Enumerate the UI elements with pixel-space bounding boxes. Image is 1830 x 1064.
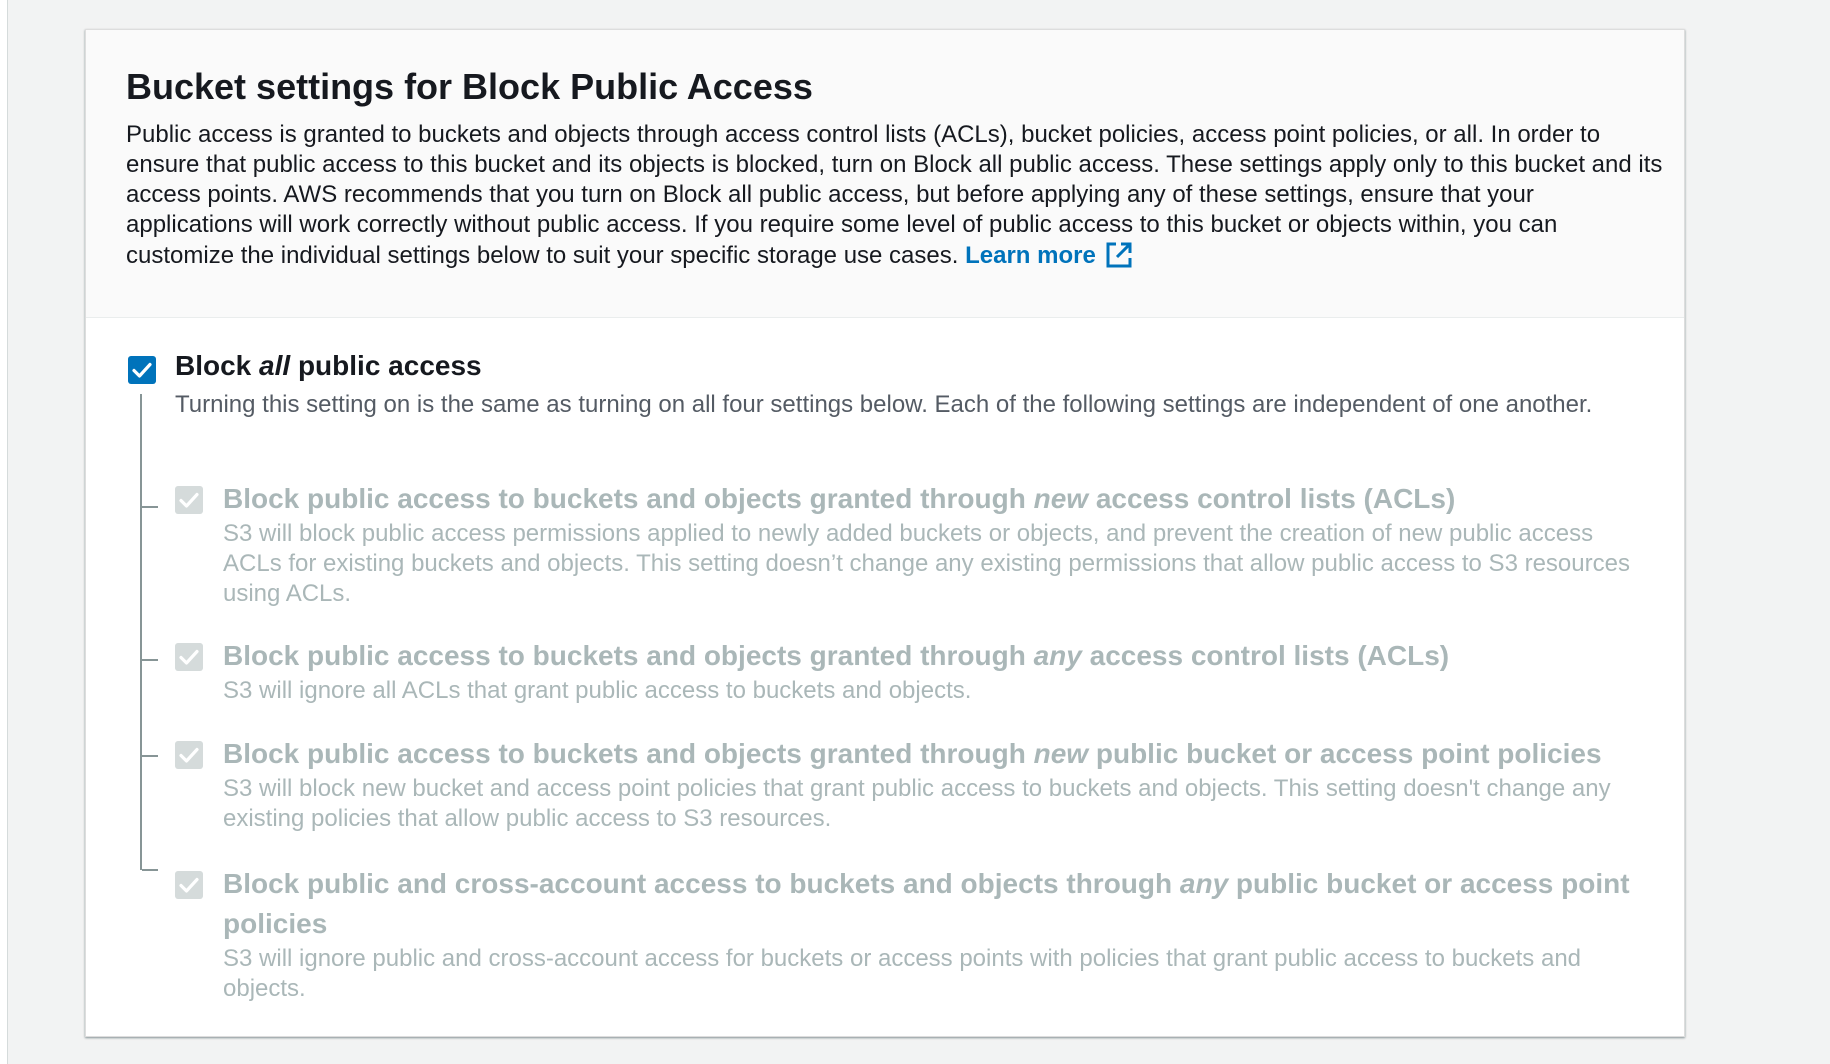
- panel-description-text: Public access is granted to buckets and objects through access control lists (ACLs), bucket policies, access point policies, or all. In order to ensure that public access to this bucket and its objects is blocked, turn on Block all public access. These settings apply only to this bucket and its access points. AWS recommends that you turn on Block all public access, but before applying any of these settings, ensure that your applications will work correctly without public access. If you require some level of public access to this bucket or objects within, you can customize the individual settings below to suit your specific storage use cases.: [126, 121, 1663, 269]
- setting-any-policies: [175, 864, 1635, 1014]
- panel-description: [126, 120, 1666, 271]
- checkmark-icon: [175, 486, 203, 514]
- setting-title-before: Block public access to buckets and objects granted through: [223, 738, 1026, 769]
- setting-new-policies-title[interactable]: [223, 734, 1633, 774]
- setting-title-before: Block public access to buckets and objects granted through: [223, 640, 1026, 671]
- block-all-public-access-label[interactable]: [175, 350, 482, 382]
- settings-tree-line: [140, 394, 142, 870]
- panel-header: [86, 30, 1684, 318]
- learn-more-label: Learn more: [965, 242, 1096, 269]
- block-public-access-panel: [85, 29, 1685, 1037]
- setting-title-emphasis: any: [1033, 640, 1082, 671]
- setting-any-acls-description: S3 will ignore all ACLs that grant public access to buckets and objects.: [223, 677, 972, 704]
- panel-title: Bucket settings for Block Public Access: [126, 66, 813, 107]
- block-all-public-access-description: Turning this setting on is the same as turning on all four settings below. Each of the following settings are independent of one another.: [175, 391, 1593, 418]
- setting-any-acls-checkbox[interactable]: [175, 643, 203, 671]
- setting-any-policies-description: S3 will ignore public and cross-account access for buckets or access points with policies that grant public access to buckets and objects.: [223, 945, 1582, 1002]
- setting-any-policies-checkbox[interactable]: [175, 871, 203, 899]
- setting-new-policies-description: S3 will block new bucket and access point policies that grant public access to buckets and objects. This setting doesn't change any existing policies that allow public access to S3 resources.: [223, 775, 1611, 832]
- setting-title-before: Block public and cross-account access to buckets and objects through: [223, 868, 1173, 899]
- setting-title-emphasis: new: [1033, 483, 1089, 514]
- setting-title-after: public bucket or access point policies: [223, 868, 1630, 939]
- setting-new-acls: [175, 479, 1635, 609]
- setting-new-policies: [175, 734, 1635, 834]
- setting-new-acls-description: S3 will block public access permissions applied to newly added buckets or objects, and prevent the creation of new public access ACLs for existing buckets and objects. This setting doesn’t change any existing permissions that allow public access to S3 resources using ACLs.: [223, 520, 1630, 607]
- block-all-public-access-checkbox[interactable]: [128, 356, 156, 384]
- setting-new-policies-checkbox[interactable]: [175, 741, 203, 769]
- external-link-icon: [1104, 240, 1134, 270]
- settings-tree-tick-4: [142, 869, 158, 871]
- settings-tree-tick-2: [142, 659, 158, 661]
- settings-tree-tick-3: [142, 755, 158, 757]
- left-rail: [0, 0, 8, 1064]
- block-all-label-after: public access: [297, 350, 482, 381]
- learn-more-link[interactable]: [965, 242, 1134, 269]
- setting-title-after: access control lists (ACLs): [1095, 483, 1456, 514]
- setting-any-acls: [175, 636, 1635, 716]
- checkmark-icon: [175, 871, 203, 899]
- checkmark-icon: [128, 356, 156, 384]
- setting-title-emphasis: new: [1033, 738, 1089, 769]
- block-all-label-emphasis: all: [259, 350, 291, 381]
- setting-any-acls-title[interactable]: [223, 636, 1633, 676]
- checkmark-icon: [175, 643, 203, 671]
- setting-any-policies-title[interactable]: [223, 864, 1633, 944]
- checkmark-icon: [175, 741, 203, 769]
- setting-title-emphasis: any: [1179, 868, 1229, 899]
- setting-title-before: Block public access to buckets and objects granted through: [223, 483, 1026, 514]
- setting-new-acls-checkbox[interactable]: [175, 486, 203, 514]
- setting-title-after: public bucket or access point policies: [1095, 738, 1602, 769]
- block-all-label-before: Block: [175, 350, 252, 381]
- setting-title-after: access control lists (ACLs): [1089, 640, 1450, 671]
- setting-new-acls-title[interactable]: [223, 479, 1633, 519]
- settings-tree-tick-1: [142, 506, 158, 508]
